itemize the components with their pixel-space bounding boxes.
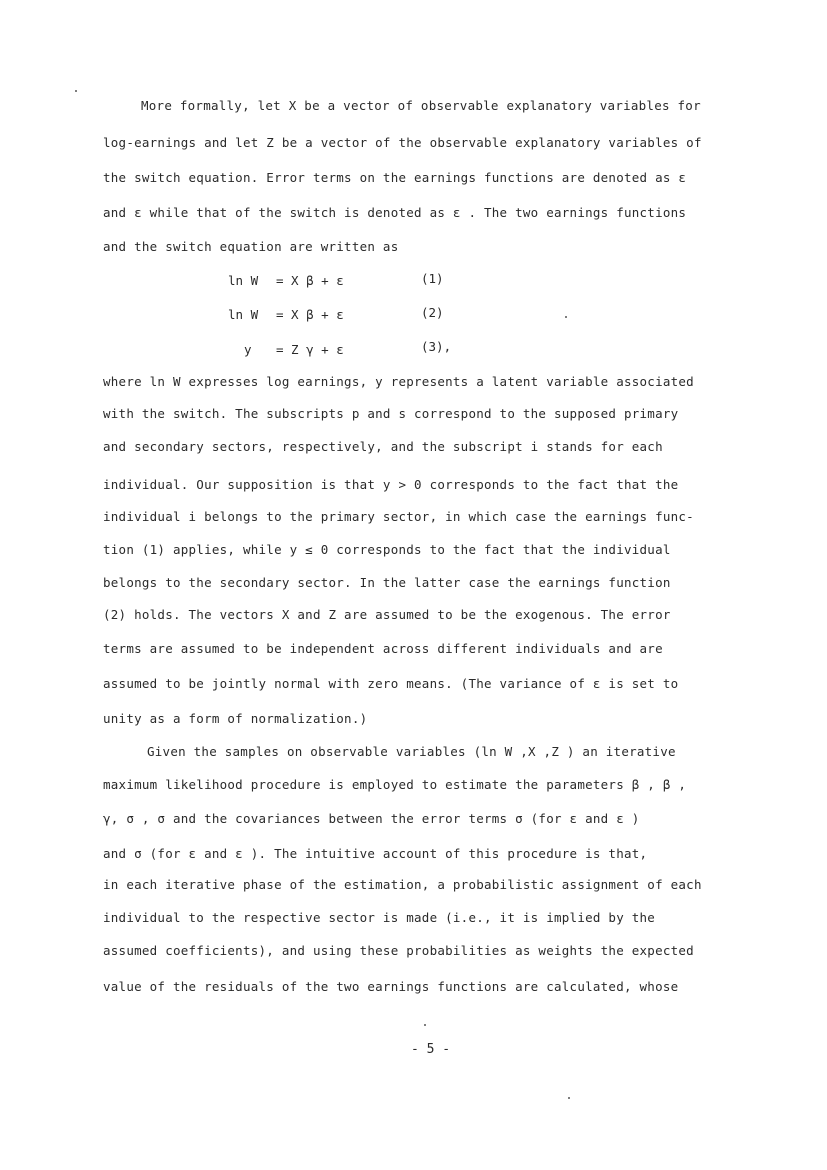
- text-line: assumed coefficients), and using these probabilities as weights the expected: [103, 943, 694, 958]
- equation-1-rhs: = X β + ε: [276, 273, 344, 288]
- text-line: belongs to the secondary sector. In the latter case the earnings function: [103, 575, 671, 590]
- scan-speck: [424, 1024, 426, 1026]
- scan-speck: [75, 90, 77, 92]
- text-line: tion (1) applies, while y ≤ 0 corresponds to the fact that the individual: [103, 542, 671, 557]
- text-line: and ε while that of the switch is denoted as ε . The two earnings functions: [103, 205, 687, 220]
- text-line: and the switch equation are written as: [103, 239, 399, 254]
- text-line: More formally, let X be a vector of observable explanatory variables for: [141, 98, 701, 113]
- text-line: unity as a form of normalization.): [103, 711, 368, 726]
- equation-2-lhs: ln W: [228, 307, 259, 322]
- text-line: γ, σ , σ and the covariances between the error terms σ (for ε and ε ): [103, 811, 640, 826]
- equation-2-number: (2): [421, 305, 444, 320]
- text-line: maximum likelihood procedure is employed to estimate the parameters β , β ,: [103, 777, 687, 792]
- equation-2-rhs: = X β + ε: [276, 307, 344, 322]
- text-line: with the switch. The subscripts p and s correspond to the supposed primary: [103, 406, 679, 421]
- text-line: individual. Our supposition is that y > 0 corresponds to the fact that the: [103, 477, 679, 492]
- page-number: - 5 -: [411, 1042, 451, 1057]
- equation-3-number: (3),: [421, 339, 452, 354]
- text-line: individual to the respective sector is made (i.e., it is implied by the: [103, 910, 656, 925]
- text-line: terms are assumed to be independent across different individuals and are: [103, 641, 663, 656]
- equation-3-rhs: = Z γ + ε: [276, 342, 344, 357]
- text-line: the switch equation. Error terms on the earnings functions are denoted as ε: [103, 170, 687, 185]
- text-line: assumed to be jointly normal with zero means. (The variance of ε is set to: [103, 676, 679, 691]
- text-line: value of the residuals of the two earnings functions are calculated, whose: [103, 979, 679, 994]
- text-line: individual i belongs to the primary sector, in which case the earnings func-: [103, 509, 694, 524]
- equation-1-number: (1): [421, 271, 444, 286]
- scan-speck: [568, 1097, 570, 1099]
- equation-1-lhs: ln W: [228, 273, 259, 288]
- text-line: (2) holds. The vectors X and Z are assumed to be the exogenous. The error: [103, 607, 671, 622]
- text-line: log-earnings and let Z be a vector of the observable explanatory variables of: [103, 135, 702, 150]
- equation-3-lhs: y: [244, 342, 252, 357]
- scan-speck: [565, 316, 567, 318]
- text-line: where ln W expresses log earnings, y represents a latent variable associated: [103, 374, 694, 389]
- text-line: and secondary sectors, respectively, and the subscript i stands for each: [103, 439, 663, 454]
- text-line: and σ (for ε and ε ). The intuitive account of this procedure is that,: [103, 846, 648, 861]
- text-line: in each iterative phase of the estimation, a probabilistic assignment of each: [103, 877, 702, 892]
- text-line: Given the samples on observable variables (ln W ,X ,Z ) an iterative: [147, 744, 676, 759]
